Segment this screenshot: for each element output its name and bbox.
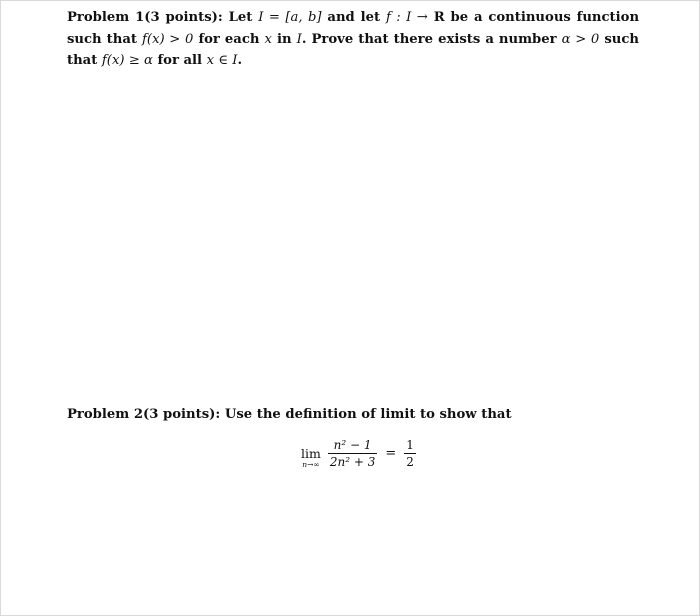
fx-ge-alpha: f(x) ≥ α: [101, 53, 153, 68]
interval-definition: I = [a, b]: [258, 10, 322, 25]
lim-subscript: n→∞: [302, 459, 320, 469]
variable-x: x: [264, 31, 272, 47]
interval-I: I: [296, 31, 302, 47]
lhs-fraction: [326, 438, 380, 469]
reals-symbol: R: [433, 10, 445, 25]
rhs-numerator: 1: [406, 437, 414, 452]
lhs-denominator: 2n² + 3: [329, 454, 376, 469]
text-prove: . Prove that there exists a number: [301, 31, 557, 47]
rhs-fraction: [402, 438, 418, 469]
text-in: in: [276, 31, 292, 47]
text-such-that: such that: [67, 31, 639, 68]
fx-positive: f(x) > 0: [142, 31, 194, 47]
text-for: for: [157, 53, 179, 68]
problem-1: [67, 7, 639, 72]
problem-2-heading: Problem 2(3 points):: [67, 407, 221, 422]
text-period: .: [237, 53, 243, 68]
text-and-let: and let: [327, 10, 381, 25]
lim-word: lim: [301, 445, 321, 461]
problem-2: [67, 404, 639, 426]
text-for-each: for each: [198, 31, 260, 47]
x-in-I: x ∈ I: [206, 53, 238, 68]
rhs-fraction-bar: [404, 453, 416, 454]
lhs-fraction-bar: [328, 453, 378, 454]
equals-sign: =: [385, 445, 397, 461]
lhs-numerator: n² − 1: [333, 437, 372, 452]
rhs-denominator: 2: [406, 454, 414, 469]
text-let: Let: [228, 10, 253, 25]
text-continuous: be a continuous function such that: [67, 10, 640, 47]
problem-2-text: Use the definition of limit to show that: [224, 407, 512, 422]
limit-operator: [301, 445, 321, 469]
function-mapping: f : I →: [385, 10, 428, 25]
problem-1-heading: Problem 1(3 points):: [67, 10, 223, 25]
alpha-positive: α > 0: [561, 31, 600, 47]
text-all: all: [183, 53, 203, 68]
limit-equation: [301, 433, 418, 473]
